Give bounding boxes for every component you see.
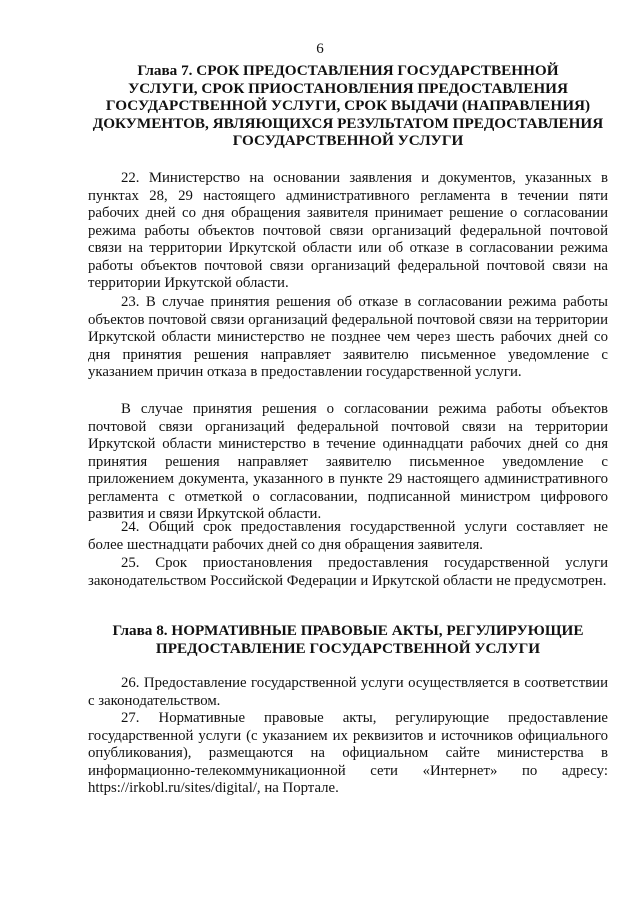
heading-line: Глава 8. НОРМАТИВНЫЕ ПРАВОВЫЕ АКТЫ, РЕГУЛИРУЮЩИЕ: [112, 622, 584, 639]
heading-line: ДОКУМЕНТОВ, ЯВЛЯЮЩИХСЯ РЕЗУЛЬТАТОМ ПРЕДОСТАВЛЕНИЯ: [92, 114, 604, 132]
heading-line: Глава 7. СРОК ПРЕДОСТАВЛЕНИЯ ГОСУДАРСТВЕННОЙ: [137, 62, 559, 79]
chapter-7-heading: [88, 62, 608, 150]
heading-line: УСЛУГИ, СРОК ПРИОСТАНОВЛЕНИЯ ПРЕДОСТАВЛЕНИЯ: [128, 79, 568, 97]
paragraph-23-continued: В случае принятия решения о согласовании режима работы объектов почтовой связи организаций федеральной почтовой связи на территории Иркутской области министерство в течение одиннадцати рабочих дней со дня принятия решения направляет заявителю письменное уведомление с приложением документа, указанного в пункте 29 настоящего административного регламента с отметкой о согласовании, подписанной министром цифрового развития и связи Иркутской области.: [88, 401, 608, 522]
heading-line: ПРЕДОСТАВЛЕНИЕ ГОСУДАРСТВЕННОЙ УСЛУГИ: [155, 639, 541, 657]
paragraph-27: 27. Нормативные правовые акты, регулирующие предоставление государственной услуги (с указанием их реквизитов и источников официального опубликования), размещаются на официальном сайте министерства в информационно-телекоммуникационной сети «Интернет» по адресу: https://irkobl.ru/sites/digital/, на Портале.: [88, 710, 608, 796]
paragraph-23: 23. В случае принятия решения об отказе в согласовании режима работы объектов почтовой связи организаций федеральной почтовой связи на территории Иркутской области министерство не позднее чем через шесть рабочих дней со дня принятия решения направляет заявителю письменное уведомление с указанием причин отказа в предоставлении государственной услуги.: [88, 294, 608, 380]
paragraph-24: 24. Общий срок предоставления государственной услуги составляет не более шестнадцати рабочих дней со дня обращения заявителя.: [88, 519, 608, 553]
paragraph-22: 22. Министерство на основании заявления и документов, указанных в пунктах 28, 29 настоящего административного регламента в течении пяти рабочих дней со дня обращения заявителя принимает решение о согласовании режима работы объектов почтовой связи организаций федеральной почтовой связи на территории Иркутской области или об отказе в согласовании режима работы объектов почтовой связи организаций федеральной почтовой связи на территории Иркутской области.: [88, 170, 608, 291]
page-number: 6: [316, 41, 324, 57]
heading-line: ГОСУДАРСТВЕННОЙ УСЛУГИ: [232, 132, 464, 150]
paragraph-26: 26. Предоставление государственной услуги осуществляется в соответствии с законодательством.: [88, 675, 608, 709]
chapter-8-heading: [88, 622, 608, 657]
paragraph-25: 25. Срок приостановления предоставления государственной услуги законодательством Российской Федерации и Иркутской области не предусмотрен.: [88, 555, 608, 589]
heading-line: ГОСУДАРСТВЕННОЙ УСЛУГИ, СРОК ВЫДАЧИ (НАПРАВЛЕНИЯ): [105, 97, 591, 115]
